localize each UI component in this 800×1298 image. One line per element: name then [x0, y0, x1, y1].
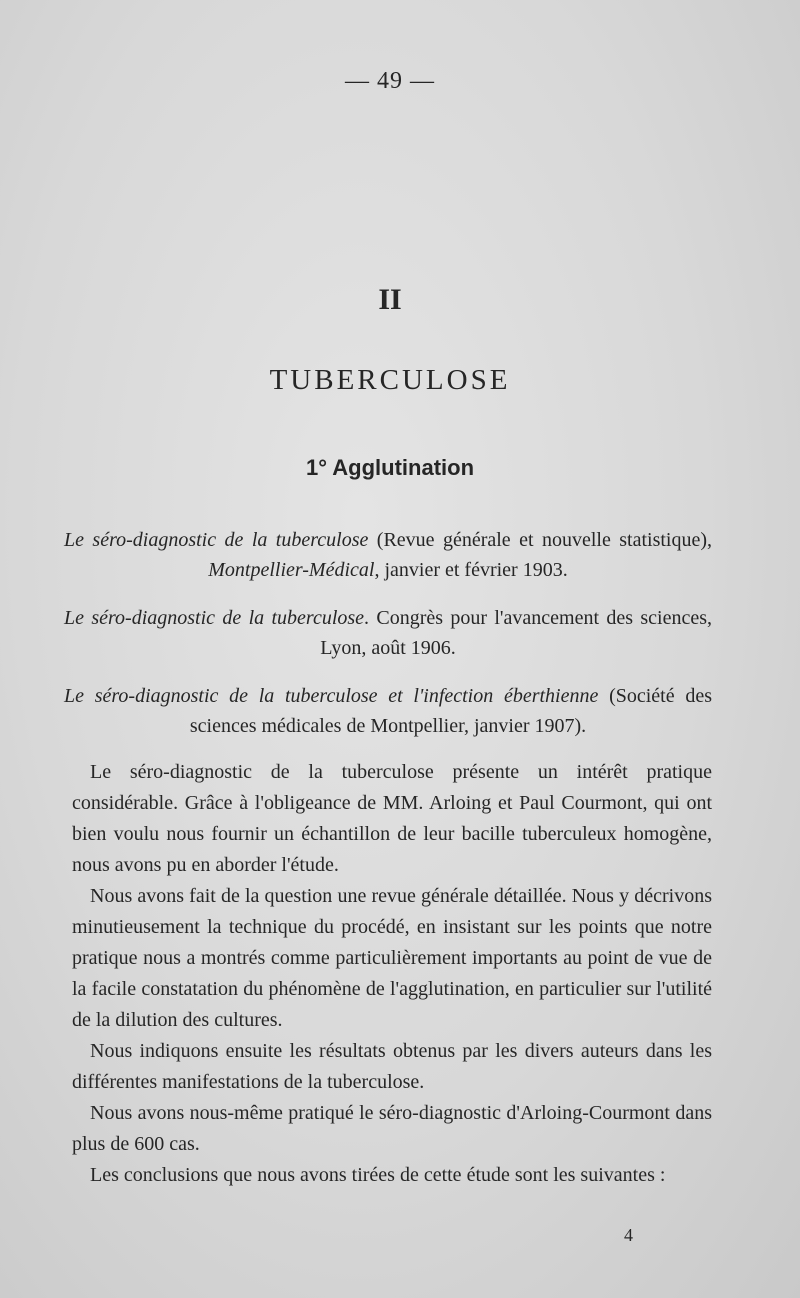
reference-details: (Société des sciences médicales de Montpellier, janvier 1907). — [189, 685, 712, 737]
reference-item — [64, 681, 712, 741]
reference-journal: Montpellier-Médical — [208, 559, 375, 581]
paragraph: Les conclusions que nous avons tirées de cette étude sont les suivantes : — [90, 1164, 666, 1186]
reference-item — [64, 525, 712, 585]
body-text — [72, 757, 712, 1191]
reference-title: Le séro-diagnostic de la tuberculose et l'infection éberthienne — [64, 685, 599, 707]
paragraph: Nous indiquons ensuite les résultats obtenus par les divers auteurs dans les différentes manifestations de la tuberculose. — [72, 1040, 712, 1093]
chapter-title: TUBERCULOSE — [269, 364, 511, 396]
chapter-numeral: II — [378, 283, 402, 316]
paragraph: Nous avons nous-même pratiqué le séro-diagnostic d'Arloing-Courmont dans plus de 600 cas. — [72, 1102, 712, 1155]
reference-date: , janvier et février 1903. — [374, 559, 568, 581]
paragraph: Nous avons fait de la question une revue générale détaillée. Nous y décrivons minutieusement la technique du procédé, en insistant sur les points que notre pratique nous a montrés comme particulièrement importants au point de vue de la facile constatation du phénomène de l'agglutination, en particulier sur l'utilité de la dilution des cultures. — [72, 885, 712, 1031]
page-number: — 49 — — [345, 68, 435, 94]
reference-details: (Revue générale et nouvelle statistique), — [368, 529, 713, 551]
reference-item — [64, 603, 712, 663]
reference-title: Le séro-diagnostic de la tuberculose — [64, 607, 365, 629]
reference-list — [64, 525, 712, 759]
paragraph: Le séro-diagnostic de la tuberculose présente un intérêt pratique considérable. Grâce à l'obligeance de MM. Arloing et Paul Courmont, qui ont bien voulu nous fournir un échantillon de leur bacille tuberculeux homogène, nous avons pu en aborder l'étude. — [72, 761, 712, 876]
section-heading: 1° Agglutination — [305, 455, 475, 480]
reference-title: Le séro-diagnostic de la tuberculose — [64, 529, 369, 551]
signature-mark: 4 — [624, 1225, 633, 1245]
reference-details: . Congrès pour l'avancement des sciences, Lyon, août 1906. — [320, 607, 712, 659]
